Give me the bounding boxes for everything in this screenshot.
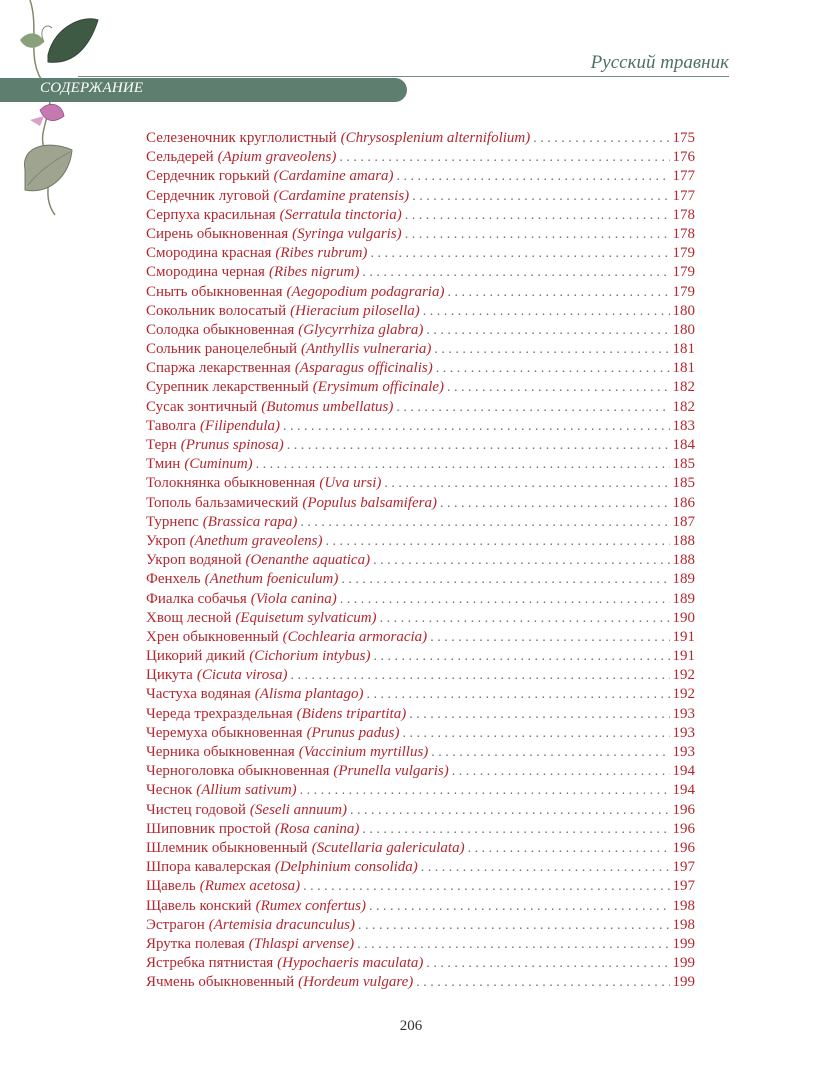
toc-entry-page-number: 193 [672, 705, 695, 722]
toc-entry-russian-name: Толокнянка обыкновенная [146, 475, 316, 492]
toc-entry-latin-name: (Alisma plantago) [254, 686, 364, 703]
toc-entry-latin-name: (Equisetum sylvaticum) [235, 609, 377, 626]
toc-entry-latin-name: (Bidens tripartita) [296, 705, 407, 722]
toc-entry[interactable] [146, 436, 695, 455]
leaf-bottom [24, 145, 72, 191]
toc-entry-leader-dots [367, 685, 670, 704]
toc-entry-leader-dots [397, 167, 670, 186]
toc-entry-russian-name: Эстрагон [146, 916, 205, 933]
toc-entry-latin-name: (Hieracium pilosella) [290, 302, 420, 319]
toc-entry-latin-name: (Cardamine amara) [273, 168, 394, 185]
toc-entry-latin-name: (Populus balsamifera) [302, 494, 437, 511]
toc-entry-russian-name: Фиалка собачья [146, 590, 247, 607]
toc-entry-page-number: 179 [672, 264, 695, 281]
toc-entry-russian-name: Ястребка пятнистая [146, 955, 274, 972]
toc-entry-leader-dots [300, 513, 669, 532]
toc-entry[interactable] [146, 897, 695, 916]
toc-entry-page-number: 184 [672, 437, 695, 453]
toc-entry-page-number: 182 [672, 398, 695, 415]
toc-entry[interactable] [146, 187, 695, 206]
toc-entry[interactable] [146, 877, 695, 896]
toc-entry-russian-name: Селезеночник круглолистный [146, 130, 337, 146]
toc-entry[interactable] [146, 551, 695, 570]
toc-entry-latin-name: (Hordeum vulgare) [298, 974, 414, 991]
toc-entry[interactable] [146, 283, 695, 302]
toc-entry-latin-name: (Rumex acetosa) [199, 878, 301, 895]
toc-entry-latin-name: (Thlaspi arvense) [248, 935, 355, 952]
toc-entry-leader-dots [369, 897, 670, 916]
toc-entry-russian-name: Шлемник обыкновенный [146, 839, 308, 856]
toc-entry-leader-dots [373, 647, 669, 666]
toc-entry-leader-dots [434, 340, 669, 359]
botanical-illustration [0, 0, 140, 230]
toc-entry-russian-name: Сныть обыкновенная [146, 283, 283, 300]
toc-entry-latin-name: (Rosa canina) [274, 820, 360, 837]
toc-entry-russian-name: Чистец годовой [146, 801, 246, 818]
section-title: СОДЕРЖАНИЕ [40, 80, 144, 96]
toc-entry-page-number: 175 [672, 130, 695, 146]
toc-entry-page-number: 188 [672, 552, 695, 569]
toc-entry[interactable] [146, 417, 695, 436]
toc-entry-leader-dots [405, 206, 670, 225]
toc-entry[interactable] [146, 801, 695, 820]
toc-entry-latin-name: (Apium graveolens) [217, 149, 337, 166]
toc-entry-leader-dots [362, 263, 669, 282]
tendril [42, 26, 52, 42]
toc-entry-leader-dots [303, 877, 669, 896]
toc-entry-page-number: 181 [672, 341, 695, 358]
toc-entry[interactable] [146, 609, 695, 628]
toc-entry-leader-dots [341, 570, 669, 589]
toc-entry-russian-name: Таволга [146, 417, 197, 434]
toc-entry-leader-dots [421, 858, 670, 877]
toc-entry-leader-dots [426, 321, 669, 340]
toc-entry-page-number: 181 [672, 360, 695, 377]
toc-entry-latin-name: (Prunella vulgaris) [333, 763, 449, 780]
toc-entry-latin-name: (Asparagus officinalis) [294, 360, 433, 377]
toc-entry-russian-name: Спаржа лекарственная [146, 360, 291, 377]
toc-entry[interactable] [146, 973, 695, 992]
toc-entry[interactable] [146, 666, 695, 685]
toc-entry-latin-name: (Uva ursi) [319, 475, 382, 492]
toc-entry[interactable] [146, 839, 695, 858]
toc-entry-page-number: 194 [672, 763, 695, 780]
toc-entry-russian-name: Смородина красная [146, 245, 272, 262]
toc-entry-leader-dots [291, 666, 670, 685]
toc-entry-russian-name: Смородина черная [146, 264, 265, 281]
toc-entry-page-number: 182 [672, 379, 695, 396]
toc-entry-leader-dots [447, 283, 669, 302]
toc-entry[interactable] [146, 685, 695, 704]
toc-entry[interactable] [146, 129, 695, 148]
toc-entry-leader-dots [405, 225, 670, 244]
toc-entry[interactable] [146, 647, 695, 666]
toc-entry-russian-name: Хвощ лесной [146, 609, 232, 626]
toc-entry[interactable] [146, 743, 695, 762]
toc-entry-leader-dots [436, 359, 670, 378]
toc-entry-page-number: 178 [672, 206, 695, 223]
toc-entry-latin-name: (Glycyrrhiza glabra) [298, 321, 424, 338]
toc-entry-latin-name: (Ribes nigrum) [268, 264, 360, 281]
toc-entry-russian-name: Серпуха красильная [146, 206, 276, 223]
toc-entry[interactable] [146, 762, 695, 781]
toc-entry-page-number: 177 [672, 168, 695, 185]
toc-entry-russian-name: Щавель конский [146, 897, 252, 914]
toc-entry-page-number: 179 [672, 283, 695, 300]
toc-entry-latin-name: (Butomus umbellatus) [261, 398, 394, 415]
toc-entry[interactable] [146, 398, 695, 417]
toc-entry-russian-name: Череда трехраздельная [146, 705, 293, 722]
toc-entry-russian-name: Цикорий дикий [146, 648, 246, 665]
toc-entry-leader-dots [409, 705, 669, 724]
toc-entry[interactable] [146, 781, 695, 800]
toc-entry-latin-name: (Prunus padus) [306, 724, 400, 741]
toc-entry-leader-dots [423, 302, 670, 321]
toc-entry[interactable] [146, 935, 695, 954]
toc-entry-page-number: 199 [672, 974, 695, 991]
toc-entry-latin-name: (Delphinium consolida) [274, 859, 418, 876]
toc-entry[interactable] [146, 263, 695, 282]
toc-entry-russian-name: Сердечник луговой [146, 187, 270, 204]
toc-entry-page-number: 198 [672, 916, 695, 933]
toc-entry-page-number: 180 [672, 321, 695, 338]
toc-entry-page-number: 196 [672, 839, 695, 856]
toc-entry-latin-name: (Oenanthe aquatica) [245, 552, 371, 569]
toc-entry-leader-dots [430, 628, 669, 647]
toc-entry-leader-dots [339, 148, 669, 167]
toc-entry-leader-dots [283, 417, 669, 436]
toc-entry[interactable] [146, 513, 695, 532]
toc-entry[interactable] [146, 167, 695, 186]
toc-entry-russian-name: Цикута [146, 667, 193, 684]
toc-entry-latin-name: (Filipendula) [200, 417, 281, 434]
toc-entry-page-number: 191 [672, 628, 695, 645]
toc-entry-russian-name: Тополь бальзамический [146, 494, 299, 511]
toc-entry-latin-name: (Brassica rapa) [202, 513, 298, 530]
toc-entry-page-number: 193 [672, 744, 695, 760]
toc-entry-russian-name: Сирень обыкновенная [146, 225, 289, 242]
toc-entry-russian-name: Щавель [146, 878, 196, 895]
toc-entry-leader-dots [357, 935, 669, 954]
toc-entry-russian-name: Фенхель [146, 571, 201, 588]
toc-entry-leader-dots [452, 762, 670, 781]
toc-entry-leader-dots [412, 187, 669, 206]
toc-entry-russian-name: Ярутка полевая [146, 935, 245, 952]
toc-entry-russian-name: Шпора кавалерская [146, 859, 271, 876]
toc-entry-latin-name: (Vaccinium myrtillus) [298, 744, 429, 760]
toc-entry-leader-dots [431, 743, 669, 762]
toc-entry-leader-dots [396, 398, 669, 417]
toc-entry-page-number: 179 [672, 245, 695, 262]
book-title: Русский травник [590, 52, 729, 73]
toc-entry[interactable] [146, 474, 695, 493]
toc-entry[interactable] [146, 302, 695, 321]
toc-entry-latin-name: (Erysimum officinale) [312, 379, 445, 396]
toc-entry-leader-dots [287, 436, 670, 455]
toc-entry-latin-name: (Cuminum) [184, 456, 253, 473]
toc-entry[interactable] [146, 340, 695, 359]
toc-entry-leader-dots [402, 724, 669, 743]
toc-entry-page-number: 183 [672, 417, 695, 434]
toc-entry-leader-dots [370, 244, 669, 263]
toc-entry-russian-name: Сердечник горький [146, 168, 270, 185]
toc-entry-russian-name: Укроп [146, 532, 186, 549]
toc-entry-page-number: 192 [672, 686, 695, 703]
toc-entry[interactable] [146, 244, 695, 263]
toc-entry-page-number: 196 [672, 801, 695, 818]
toc-entry-russian-name: Черемуха обыкновенная [146, 724, 303, 741]
toc-entry-russian-name: Частуха водяная [146, 686, 251, 703]
toc-entry-page-number: 196 [672, 820, 695, 837]
toc-entry-latin-name: (Anthyllis vulneraria) [301, 341, 432, 358]
toc-entry-page-number: 199 [672, 935, 695, 952]
toc-entry-latin-name: (Artemisia dracunculus) [208, 916, 355, 933]
toc-entry[interactable] [146, 532, 695, 551]
toc-entry-page-number: 187 [672, 513, 695, 530]
toc-entry-leader-dots [340, 590, 670, 609]
toc-entry-page-number: 180 [672, 302, 695, 319]
toc-entry-page-number: 186 [672, 494, 695, 511]
toc-entry-leader-dots [350, 801, 670, 820]
toc-entry-leader-dots [362, 820, 669, 839]
toc-entry-russian-name: Шиповник простой [146, 820, 271, 837]
toc-entry-latin-name: (Anethum foeniculum) [204, 571, 339, 588]
toc-entry-latin-name: (Anethum graveolens) [189, 532, 323, 549]
toc-entry[interactable] [146, 590, 695, 609]
toc-entry[interactable] [146, 916, 695, 935]
toc-entry-latin-name: (Cochlearia armoracia) [282, 628, 428, 645]
toc-entry-russian-name: Сольник ранoцелебный [146, 341, 298, 358]
toc-entry[interactable] [146, 494, 695, 513]
toc-entry[interactable] [146, 148, 695, 167]
toc-entry[interactable] [146, 724, 695, 743]
toc-entry-latin-name: (Prunus spinosa) [180, 437, 284, 453]
toc-entry-latin-name: (Chrysosplenium alternifolium) [340, 130, 531, 146]
toc-entry-leader-dots [533, 129, 669, 148]
toc-entry-russian-name: Турнепс [146, 513, 199, 530]
toc-entry-leader-dots [468, 839, 670, 858]
toc-entry-russian-name: Сурепник лекарственный [146, 379, 309, 396]
toc-entry-page-number: 199 [672, 955, 695, 972]
toc-entry-page-number: 189 [672, 590, 695, 607]
header-rule [78, 76, 729, 77]
toc-entry-leader-dots [380, 609, 670, 628]
toc-entry-russian-name: Ячмень обыкновенный [146, 974, 295, 991]
toc-entry[interactable] [146, 954, 695, 973]
toc-entry-page-number: 185 [672, 456, 695, 473]
toc-entry-page-number: 194 [672, 782, 695, 799]
toc-entry-page-number: 190 [672, 609, 695, 626]
toc-entry-page-number: 198 [672, 897, 695, 914]
toc-entry-page-number: 197 [672, 859, 695, 876]
toc-entry-russian-name: Хрен обыкновенный [146, 628, 279, 645]
toc-entry-leader-dots [326, 532, 670, 551]
leaf-top-small [20, 33, 44, 47]
toc-entry[interactable] [146, 705, 695, 724]
toc-entry-latin-name: (Seseli annuum) [249, 801, 347, 818]
toc-entry-page-number: 197 [672, 878, 695, 895]
toc-entry[interactable] [146, 858, 695, 877]
toc-entry[interactable] [146, 455, 695, 474]
toc-entry-latin-name: (Ribes rubrum) [275, 245, 368, 262]
toc-entry-russian-name: Черноголовка обыкновенная [146, 763, 330, 780]
toc-entry-page-number: 189 [672, 571, 695, 588]
toc-entry-russian-name: Тмин [146, 456, 181, 473]
toc-entry[interactable] [146, 820, 695, 839]
toc-entry-latin-name: (Serratula tinctoria) [279, 206, 402, 223]
toc-entry-latin-name: (Viola canina) [250, 590, 337, 607]
toc-entry-leader-dots [416, 973, 669, 992]
toc-entry-page-number: 176 [672, 149, 695, 166]
toc-entry-page-number: 188 [672, 532, 695, 549]
toc-entry-page-number: 177 [672, 187, 695, 204]
toc-entry-russian-name: Укроп водяной [146, 552, 242, 569]
toc-entry-page-number: 185 [672, 475, 695, 492]
toc-entry-russian-name: Сельдерей [146, 149, 214, 166]
toc-entry-leader-dots [256, 455, 670, 474]
toc-entry-russian-name: Чеснок [146, 782, 193, 799]
toc-entry[interactable] [146, 321, 695, 340]
page-number: 206 [399, 1018, 423, 1034]
toc-entry-russian-name: Терн [146, 437, 177, 453]
toc-entry-latin-name: (Rumex confertus) [255, 897, 366, 914]
toc-entry-leader-dots [373, 551, 669, 570]
toc-entry-latin-name: (Allium sativum) [196, 782, 297, 799]
toc-entry-russian-name: Солодка обыкновенная [146, 321, 295, 338]
leaf-top [48, 19, 98, 63]
toc-entry-page-number: 193 [672, 724, 695, 741]
toc-entry-latin-name: (Hypochaeris maculata) [277, 955, 424, 972]
toc-entry-leader-dots [426, 954, 669, 973]
toc-entry[interactable] [146, 206, 695, 225]
toc-entry-leader-dots [447, 378, 669, 397]
toc-entry-latin-name: (Aegopodium podagraria) [286, 283, 445, 300]
toc-entry-page-number: 192 [672, 667, 695, 684]
toc-entry-leader-dots [358, 916, 670, 935]
toc-entry-latin-name: (Cicuta virosa) [196, 667, 288, 684]
toc-entry-page-number: 178 [672, 225, 695, 242]
toc-entry-leader-dots [300, 781, 670, 800]
toc-entry[interactable] [146, 628, 695, 647]
toc-entry-page-number: 191 [672, 648, 695, 665]
toc-entry-russian-name: Сокольник волосатый [146, 302, 287, 319]
toc-entry-latin-name: (Syringa vulgaris) [292, 225, 402, 242]
toc-entry-latin-name: (Scutellaria galericulata) [311, 839, 465, 856]
table-of-contents [146, 129, 695, 992]
toc-entry-latin-name: (Cardamine pratensis) [273, 187, 410, 204]
toc-entry[interactable] [146, 378, 695, 397]
toc-entry[interactable] [146, 570, 695, 589]
toc-entry[interactable] [146, 359, 695, 378]
flower-bud [30, 116, 44, 126]
toc-entry-latin-name: (Cichorium intybus) [249, 648, 371, 665]
toc-entry-leader-dots [440, 494, 670, 513]
toc-entry-leader-dots [384, 474, 669, 493]
toc-entry-russian-name: Сусак зонтичный [146, 398, 258, 415]
toc-entry-russian-name: Черника обыкновенная [146, 744, 295, 760]
toc-entry[interactable] [146, 225, 695, 244]
flower-petal [40, 104, 64, 120]
